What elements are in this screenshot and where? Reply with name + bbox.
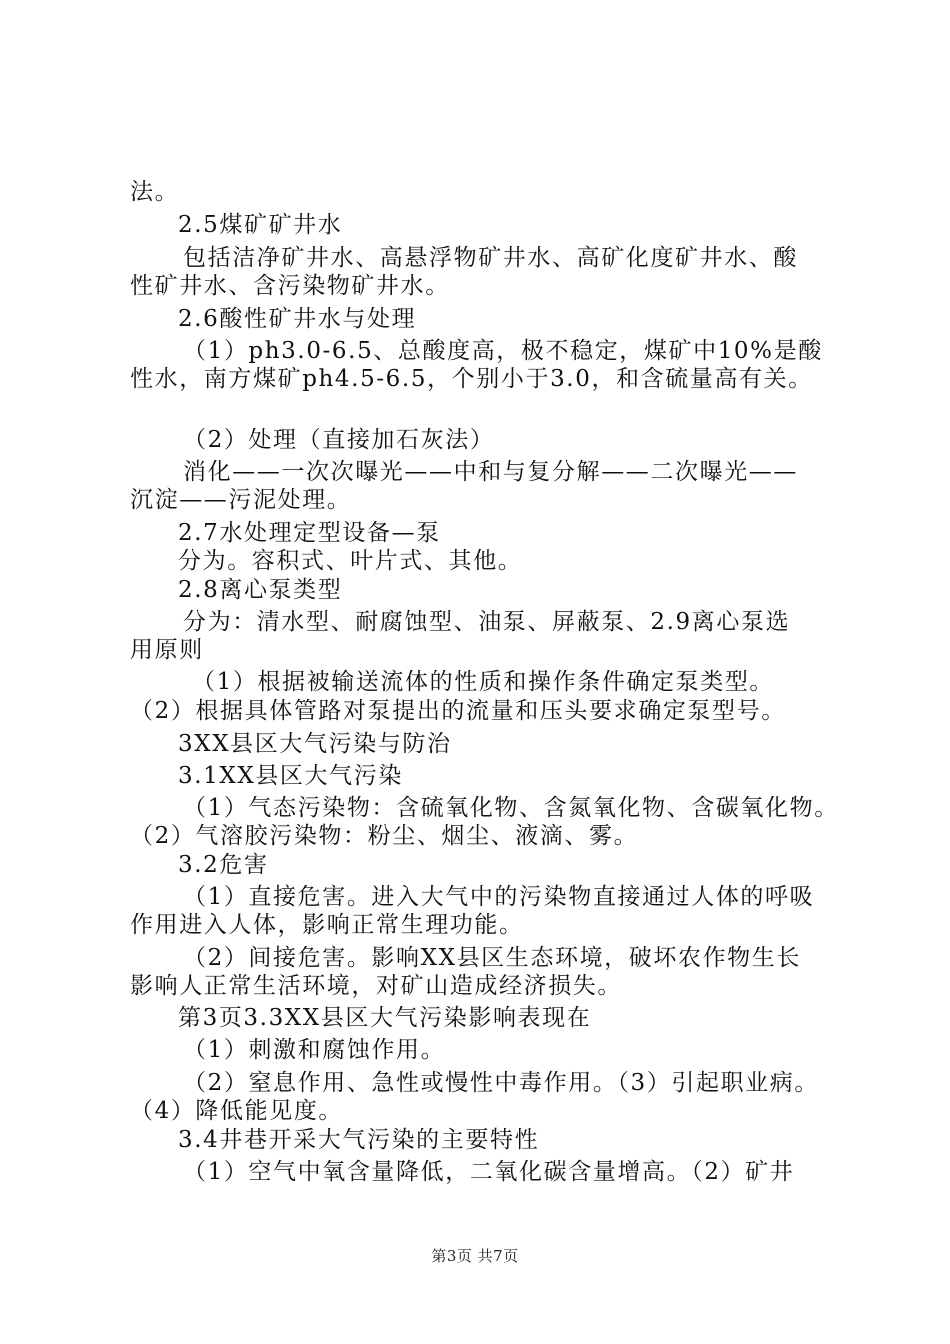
- text-line: （2）气溶胶污染物：粉尘、烟尘、液滴、雾。: [130, 823, 639, 849]
- text-line: 沉淀——污泥处理。: [130, 487, 352, 513]
- section-heading: 2.8离心泵类型: [178, 577, 343, 603]
- text-line: 作用进入人体，影响正常生理功能。: [130, 912, 524, 938]
- page-number-footer: 第3页 共7页: [431, 1247, 519, 1265]
- text-line: （4）降低能见度。: [130, 1098, 344, 1124]
- text-line: （1）ph3.0-6.5、总酸度高，极不稳定，煤矿中10%是酸: [183, 338, 823, 364]
- text-line: 影响人正常生活环境，对矿山造成经济损失。: [130, 973, 622, 999]
- text-line: （1）根据被输送流体的性质和操作条件确定泵类型。: [192, 669, 775, 695]
- section-heading: 3.4井巷开采大气污染的主要特性: [178, 1127, 540, 1153]
- text-line: （1）空气中氧含量降低，二氧化碳含量增高。（2）矿井: [183, 1159, 795, 1185]
- section-heading: 3.1XX县区大气污染: [178, 763, 403, 789]
- text-line: （2）根据具体管路对泵提出的流量和压头要求确定泵型号。: [130, 698, 786, 724]
- section-heading: 2.7水处理定型设备—泵: [178, 520, 441, 546]
- section-heading: 3XX县区大气污染与防治: [178, 731, 452, 757]
- text-line: 消化——一次次曝光——中和与复分解——二次曝光——: [183, 459, 798, 485]
- text-line: （2）窒息作用、急性或慢性中毒作用。（3）引起职业病。: [183, 1070, 819, 1096]
- text-line: （2）处理（直接加石灰法）: [183, 427, 495, 453]
- section-heading: 3.2危害: [178, 852, 269, 878]
- text-line: （2）间接危害。影响XX县区生态环境，破坏农作物生长: [183, 945, 801, 971]
- section-heading: 2.6酸性矿井水与处理: [178, 306, 417, 332]
- text-line: 包括洁净矿井水、高悬浮物矿井水、高矿化度矿井水、酸: [183, 245, 798, 271]
- section-heading: 第3页3.3XX县区大气污染影响表现在: [178, 1005, 592, 1031]
- text-line: （1）刺激和腐蚀作用。: [183, 1037, 446, 1063]
- text-line: 用原则: [130, 637, 204, 663]
- text-line: 性水，南方煤矿ph4.5-6.5，个别小于3.0，和含硫量高有关。: [130, 366, 813, 392]
- text-line: （1）气态污染物：含硫氧化物、含氮氧化物、含碳氧化物。: [183, 795, 839, 821]
- text-line: 性矿井水、含污染物矿井水。: [130, 273, 450, 299]
- text-line: 分为：清水型、耐腐蚀型、油泵、屏蔽泵、2.9离心泵选: [183, 609, 791, 635]
- section-heading: 2.5煤矿矿井水: [178, 212, 343, 238]
- text-line: （1）直接危害。进入大气中的污染物直接通过人体的呼吸: [183, 884, 815, 910]
- text-line: 分为。容积式、叶片式、其他。: [178, 548, 523, 574]
- text-line: 法。: [130, 179, 180, 205]
